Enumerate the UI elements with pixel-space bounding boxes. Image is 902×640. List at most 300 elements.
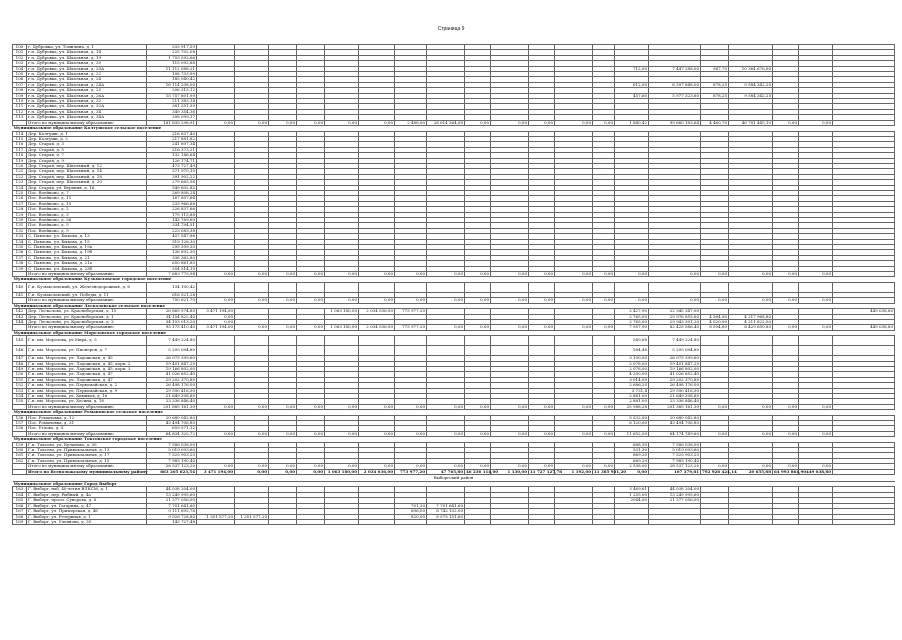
value-cell: 29 943 391,20: [649, 319, 701, 324]
value-cell: 2 078,00: [615, 366, 649, 371]
row-number-cell: 148: [13, 361, 27, 366]
value-cell: [701, 346, 729, 356]
value-cell: 126 174,71: [147, 158, 197, 163]
value-cell: 115 092,86: [147, 61, 197, 66]
value-cell: 0,00: [615, 272, 649, 277]
value-cell: 0,00: [773, 325, 799, 330]
value-cell: [325, 346, 359, 356]
value-cell: 531,30: [615, 448, 649, 453]
value-cell: 26 498 176,00: [649, 383, 701, 388]
value-cell: 4 020,00: [701, 319, 729, 324]
value-cell: [491, 282, 529, 292]
value-cell: [529, 519, 555, 524]
value-cell: 381 351,59: [147, 104, 197, 109]
value-cell: 1 351 577,20: [235, 514, 269, 519]
value-cell: 0,00: [593, 298, 615, 303]
value-cell: [799, 336, 833, 346]
table-row: [13, 282, 895, 292]
address-cell: Дер. Колтуши, д. 2: [27, 136, 147, 141]
value-cell: 21 577 056,00: [649, 498, 701, 503]
value-cell: 19 166 802,00: [147, 366, 197, 371]
value-cell: 13 249 995,60: [147, 492, 197, 497]
value-cell: 0,00: [197, 314, 235, 319]
row-number-cell: 169: [13, 519, 27, 524]
address-cell: Пос. Воейково, д. 11: [27, 196, 147, 201]
value-cell: 29 202 370,80: [649, 377, 701, 382]
address-cell: Пос. Воейково, д. 5: [27, 223, 147, 228]
value-cell: [359, 519, 395, 524]
row-number-cell: 114: [13, 131, 27, 136]
value-cell: 22 945 347,00: [649, 309, 701, 314]
section-title: Муниципальное образование Романовское сельское поселение: [13, 410, 895, 415]
value-cell: 0,00: [555, 404, 593, 409]
table-row: [13, 346, 895, 356]
value-cell: 0,00: [773, 272, 799, 277]
value-cell: 134 100,42: [147, 282, 197, 292]
value-cell: 29 590 416,50: [649, 388, 701, 393]
value-cell: 0,00: [729, 272, 773, 277]
row-number-cell: 161: [13, 453, 27, 458]
address-cell: Пос. Воейково, д. 7: [27, 190, 147, 195]
value-cell: 0,00: [359, 404, 395, 409]
value-cell: [799, 346, 833, 356]
address-cell: Дер. Колтуши, д. 1: [27, 131, 147, 136]
value-cell: 16 114 208,00: [147, 82, 197, 87]
row-number-cell: 160: [13, 448, 27, 453]
address-cell: Дер. Лесколово, ул. Красноборская, д. 3: [27, 319, 147, 324]
address-cell: Пос. Воейково, д. 36: [27, 218, 147, 223]
value-cell: 650 861,80: [147, 261, 197, 266]
address-cell: Дер. Старая, пер. Школьный, д. 12: [27, 163, 147, 168]
value-cell: 19 166 802,00: [649, 366, 701, 371]
value-cell: 4 460,70: [701, 120, 729, 125]
value-cell: 7 586 036,00: [147, 442, 197, 447]
value-cell: [729, 282, 773, 292]
row-number-cell: 102: [13, 55, 27, 60]
address-cell: Г.п. им. Морозова, ул. Ладожская, д. 45: [27, 356, 147, 361]
address-cell: Пос. Воейково, д. 2: [27, 207, 147, 212]
value-cell: [491, 346, 529, 356]
address-cell: С. Павлово, ул. Быкова, д. 23б: [27, 266, 147, 271]
row-number-cell: 136: [13, 250, 27, 255]
value-cell: 82 425 586,40: [649, 325, 701, 330]
address-cell: Дер. Старая, д. 9: [27, 158, 147, 163]
value-cell: [427, 519, 465, 524]
value-cell: 792 928 424,14: [702, 468, 737, 474]
value-cell: 0,00: [359, 298, 395, 303]
value-cell: 269 808,24: [147, 190, 197, 195]
value-cell: 0,00: [325, 272, 359, 277]
page-header: Страница 9: [437, 26, 465, 32]
value-cell: 7 449 224,80: [649, 336, 701, 346]
value-cell: 0,00: [491, 464, 529, 469]
value-cell: 0,00: [235, 120, 269, 125]
address-cell: Дер. Старая, пер. Школьный, д. 18: [27, 174, 147, 179]
budget-table: [12, 44, 895, 525]
row-number-cell: 112: [13, 109, 27, 114]
address-cell: г.п. Дубровка, ул. Школьная, д. 24: [27, 77, 147, 82]
value-cell: 0,00: [593, 272, 615, 277]
value-cell: 0,00: [269, 298, 297, 303]
address-cell: г.п. Дубровка, ул. Школьная, д. 32А: [27, 104, 147, 109]
value-cell: 26 975 399,60: [649, 356, 701, 361]
value-cell: 0,00: [395, 272, 427, 277]
value-cell: 295 399,30: [147, 245, 197, 250]
value-cell: [615, 282, 649, 292]
address-cell: С. Павлово, ул. Быкова, д. 21: [27, 255, 147, 260]
value-cell: 0,00: [555, 464, 593, 469]
value-cell: [833, 519, 895, 524]
value-cell: 28 537 123,20: [147, 464, 197, 469]
value-cell: 2 034 036,00: [359, 309, 395, 314]
value-cell: 5 019 093,60: [649, 448, 701, 453]
value-cell: 773 977,20: [395, 325, 427, 330]
value-cell: 391 902,22: [147, 174, 197, 179]
value-cell: 9 584 342,25: [729, 82, 773, 87]
value-cell: 0,00: [649, 298, 701, 303]
row-number-cell: 106: [13, 77, 27, 82]
section-title: Муниципальное образование Лесколовское сельское поселение: [13, 303, 895, 308]
value-cell: 251 889 161,30: [147, 404, 197, 409]
value-cell: 0,00: [773, 431, 799, 436]
value-cell: 41 026 652,40: [147, 372, 197, 377]
value-cell: 15 757 801,99: [147, 93, 197, 98]
value-cell: 2 034 036,00: [359, 469, 395, 474]
value-cell: 0,00: [235, 431, 269, 436]
value-cell: 5 295 094,80: [649, 346, 701, 356]
address-cell: С. Павлово, ул. Быкова, д. 21а: [27, 261, 147, 266]
value-cell: [773, 519, 799, 524]
row-number-cell: 111: [13, 104, 27, 109]
value-cell: [235, 282, 269, 292]
value-cell: 2 034 036,00: [359, 325, 395, 330]
value-cell: [395, 336, 427, 346]
value-cell: [593, 282, 615, 292]
value-cell: 0,00: [799, 120, 833, 125]
value-cell: 143 727,48: [147, 519, 197, 524]
value-cell: 878,25: [701, 93, 729, 98]
value-cell: [297, 282, 325, 292]
value-cell: [359, 336, 395, 346]
value-cell: [395, 282, 427, 292]
value-cell: 616 521,28: [147, 292, 197, 297]
value-cell: 0,00: [491, 120, 529, 125]
value-cell: [197, 282, 235, 292]
value-cell: 1 063 180,00: [325, 325, 359, 330]
address-cell: г.п. Дубровка, ул. Школьная, д. 34А: [27, 115, 147, 120]
value-cell: [555, 336, 593, 346]
row-number-cell: 117: [13, 147, 27, 152]
value-cell: 6 120,00: [615, 421, 649, 426]
value-cell: 251 389 161,30: [649, 404, 701, 409]
value-cell: 11 727 127,78: [530, 468, 563, 474]
value-cell: 0,00: [465, 325, 491, 330]
value-cell: 0,00: [325, 120, 359, 125]
value-cell: 0,00: [701, 272, 729, 277]
value-cell: 143 789,60: [147, 218, 197, 223]
address-cell: Итого по муниципальному образованию: [27, 120, 147, 125]
value-cell: 95 175 410,40: [147, 325, 197, 330]
value-cell: [593, 336, 615, 346]
row-number-cell: 133: [13, 234, 27, 239]
value-cell: [269, 346, 297, 356]
value-cell: 0,00: [297, 431, 325, 436]
address-cell: Пос. Романовка, д. 12: [27, 415, 147, 420]
value-cell: 712,00: [615, 66, 649, 71]
value-cell: 0,00: [465, 404, 491, 409]
value-cell: 167 807,64: [147, 196, 197, 201]
value-cell: 3 100,00: [615, 356, 649, 361]
value-cell: 0,00: [197, 319, 235, 324]
value-cell: 669,20: [615, 458, 649, 463]
value-cell: [269, 336, 297, 346]
address-cell: Г. Выборг, пер. Рыбный, д. 4а: [27, 492, 147, 497]
value-cell: 7 985 190,40: [649, 458, 701, 463]
value-cell: [359, 346, 395, 356]
row-number-cell: 105: [13, 72, 27, 77]
value-cell: [269, 282, 297, 292]
row-number-cell: 110: [13, 99, 27, 104]
value-cell: 233 966,68: [147, 201, 197, 206]
table-body: [13, 45, 895, 525]
value-cell: [197, 336, 235, 346]
value-cell: 5 019 093,60: [147, 448, 197, 453]
row-number-cell: 130: [13, 218, 27, 223]
value-cell: 820,00: [395, 514, 427, 519]
row-number-cell: 159: [13, 442, 27, 447]
value-cell: 0,00: [325, 464, 359, 469]
value-cell: 43 494 706,80: [649, 421, 701, 426]
value-cell: 26 869 574,80: [147, 309, 197, 314]
value-cell: 0,00: [649, 272, 701, 277]
value-cell: 0,00: [395, 404, 427, 409]
value-cell: 3 471 194,00: [197, 309, 235, 314]
row-number-cell: 115: [13, 136, 27, 141]
value-cell: 7 449 224,80: [147, 336, 197, 346]
address-cell: Г.п. им. Морозова, ул. Пионеров, д. 7: [27, 346, 147, 356]
address-cell: Г.п. им. Морозова, ул.Мира, д. 5: [27, 336, 147, 346]
address-cell: Дер. Старая, д. 3: [27, 142, 147, 147]
value-cell: 3 471 194,00: [197, 469, 235, 474]
value-cell: 0,00: [235, 464, 269, 469]
address-cell: Дер. Старая, д. 5: [27, 147, 147, 152]
value-cell: 0,00: [529, 431, 555, 436]
value-cell: 1 840,42: [615, 120, 649, 125]
value-cell: 0,00: [701, 464, 729, 469]
value-cell: 279 665,56: [147, 180, 197, 185]
row-number-cell: 101: [13, 50, 27, 55]
value-cell: 2044,00: [615, 498, 649, 503]
value-cell: 64 993 864,90: [774, 468, 807, 474]
value-cell: 99 660 183,64: [649, 120, 701, 125]
row-number-cell: 152: [13, 383, 27, 388]
value-cell: 107 379,81: [649, 469, 701, 474]
value-cell: 0,00: [555, 431, 593, 436]
value-cell: 0,00: [799, 464, 833, 469]
value-cell: 0,00: [395, 464, 427, 469]
value-cell: [427, 346, 465, 356]
value-cell: 0,00: [197, 272, 235, 277]
value-cell: 4 211 622,00: [729, 319, 773, 324]
value-cell: [465, 282, 491, 292]
value-cell: 28 614 364,00: [427, 120, 465, 125]
value-cell: 0,00: [593, 325, 615, 330]
value-cell: 3 731,4: [615, 388, 649, 393]
row-number-cell: 127: [13, 201, 27, 206]
value-cell: 2 881,00: [615, 399, 649, 404]
address-cell: Г.п. им. Морозова, ул. Первомайская, д. 2: [27, 383, 147, 388]
row-number-cell: 124: [13, 185, 27, 190]
value-cell: 0,00: [593, 431, 615, 436]
value-cell: 1 063 180,00: [325, 469, 359, 474]
value-cell: [701, 282, 729, 292]
section-title: Муниципальное образование Токсовское городское поселение: [13, 437, 895, 442]
value-cell: 0,00: [325, 431, 359, 436]
value-cell: 47 765,80: [427, 469, 465, 474]
value-cell: 34 153 013,20: [147, 319, 197, 324]
value-cell: 0,00: [773, 298, 799, 303]
address-cell: Итого по муниципальному образованию: [27, 272, 147, 277]
value-cell: 0,00: [701, 431, 729, 436]
value-cell: 0,00: [297, 464, 325, 469]
row-number-cell: 107: [13, 82, 27, 87]
value-cell: 319 126,30: [147, 239, 197, 244]
row-number-cell: 135: [13, 245, 27, 250]
address-cell: Г.п. им. Морозова, ул. Первомайская, д. 9: [27, 388, 147, 393]
value-cell: 4 200,00: [615, 372, 649, 377]
value-cell: [701, 336, 729, 346]
row-number-cell: 108: [13, 88, 27, 93]
value-cell: 659 571,12: [147, 426, 197, 431]
value-cell: 225 702,08: [147, 50, 197, 55]
value-cell: 0,00: [297, 469, 325, 474]
value-cell: 181 830 296,91: [147, 120, 197, 125]
value-cell: [465, 336, 491, 346]
value-cell: 2 881,00: [615, 393, 649, 398]
value-cell: [197, 346, 235, 356]
value-cell: 211 383,18: [147, 99, 197, 104]
row-number-cell: 153: [13, 388, 27, 393]
value-cell: 185 040,42: [147, 77, 197, 82]
row-number-cell: 166: [13, 503, 27, 508]
row-number-cell: 129: [13, 212, 27, 217]
row-number-cell: 147: [13, 356, 27, 361]
value-cell: 0,00: [269, 120, 297, 125]
row-number-cell: 157: [13, 421, 27, 426]
value-cell: [555, 346, 593, 356]
value-cell: [773, 336, 799, 346]
value-cell: 0,00: [359, 120, 395, 125]
value-cell: 0,00: [593, 404, 615, 409]
value-cell: 19 401 847,20: [147, 361, 197, 366]
value-cell: 0,00: [197, 404, 235, 409]
section-title: Муниципальное образование Морозовское городское поселение: [13, 330, 895, 335]
value-cell: 0,00: [269, 464, 297, 469]
value-cell: 0,00: [269, 325, 297, 330]
value-cell: 23 336 846,40: [649, 399, 701, 404]
value-cell: 7 586 036,00: [649, 442, 701, 447]
value-cell: [593, 346, 615, 356]
address-cell: С. Павлово, ул. Быкова, д. 19б: [27, 250, 147, 255]
value-cell: 0,00: [325, 404, 359, 409]
value-cell: 371 970,10: [147, 169, 197, 174]
value-cell: 11 652,50: [615, 431, 649, 436]
address-cell: г.п. Дубровка, ул. Школьная, д. 22: [27, 72, 147, 77]
row-number-cell: 125: [13, 190, 27, 195]
value-cell: 41 026 652,40: [649, 372, 701, 377]
value-cell: 0,00: [235, 298, 269, 303]
value-cell: 0,00: [197, 120, 235, 125]
address-cell: Дер. Старая, пер. Школьный, д. 20: [27, 180, 147, 185]
value-cell: 11 112 088,21: [147, 66, 197, 71]
value-cell: [729, 519, 773, 524]
address-cell: Г.п. Кузьмоловский, ул. Железнодорожная, д. 6: [27, 282, 147, 292]
value-cell: 8 742 102,00: [427, 509, 465, 514]
value-cell: 863 205 623,54: [147, 469, 197, 474]
value-cell: 2 765,00: [615, 314, 649, 319]
value-cell: 773 977,20: [395, 309, 427, 314]
value-cell: [649, 282, 701, 292]
address-cell: С. Павлово, ул. Быкова, д. 15: [27, 239, 147, 244]
address-cell: г. Дубровка, ул. Томилина, д. 1: [27, 45, 147, 50]
value-cell: 0,00: [197, 431, 235, 436]
value-cell: 241 607,34: [147, 142, 197, 147]
value-cell: [235, 346, 269, 356]
value-cell: 1 192,00: [555, 469, 593, 474]
value-cell: 0,00: [235, 272, 269, 277]
address-cell: Г.п. Токсово, ул. Привокзальная, д. 13: [27, 448, 147, 453]
row-number-cell: 144: [13, 319, 27, 324]
address-cell: Итого по муниципальному образованию: [27, 325, 147, 330]
value-cell: 947,70: [701, 66, 729, 71]
address-cell: Итого по муниципальному образованию: [27, 431, 147, 436]
address-cell: г.п. Дубровка, ул. Школьная, д. 34: [27, 109, 147, 114]
row-number-cell: 137: [13, 255, 27, 260]
value-cell: 0,00: [593, 464, 615, 469]
value-cell: 896,00: [395, 509, 427, 514]
address-cell: С. Павлово, ул. Быкова, д. 19а: [27, 245, 147, 250]
value-cell: 7 957,90: [615, 325, 649, 330]
value-cell: 3 014,00: [615, 377, 649, 382]
value-cell: 0,00: [799, 272, 833, 277]
value-cell: 9 111 692,76: [147, 509, 197, 514]
row-number-cell: 151: [13, 377, 27, 382]
address-cell: Итого по муниципальному образованию: [27, 298, 147, 303]
value-cell: 20 655,88: [729, 469, 773, 474]
value-cell: [799, 282, 833, 292]
value-cell: 533 917,59: [147, 45, 197, 50]
value-cell: 1 255,00: [615, 492, 649, 497]
value-cell: 0,00: [269, 404, 297, 409]
value-cell: [325, 282, 359, 292]
row-number-cell: 165: [13, 498, 27, 503]
value-cell: 0,00: [359, 272, 395, 277]
value-cell: 1 063 180,00: [325, 309, 359, 314]
value-cell: 29 202 370,80: [147, 377, 197, 382]
row-number-cell: 109: [13, 93, 27, 98]
value-cell: 0,00: [529, 120, 555, 125]
address-cell: Г.п. им. Морозова, ул. Ладожская, д. 47: [27, 372, 147, 377]
value-cell: 108 733,99: [147, 72, 197, 77]
value-cell: 0,00: [427, 431, 465, 436]
address-cell: Пос. Воейково, д. 15: [27, 201, 147, 206]
value-cell: 334 794,51: [147, 223, 197, 228]
value-cell: 0,00: [427, 298, 465, 303]
value-cell: 449 038,80: [799, 469, 833, 474]
table-row: [13, 336, 895, 346]
value-cell: 0,00: [297, 272, 325, 277]
value-cell: 0,00: [359, 431, 395, 436]
